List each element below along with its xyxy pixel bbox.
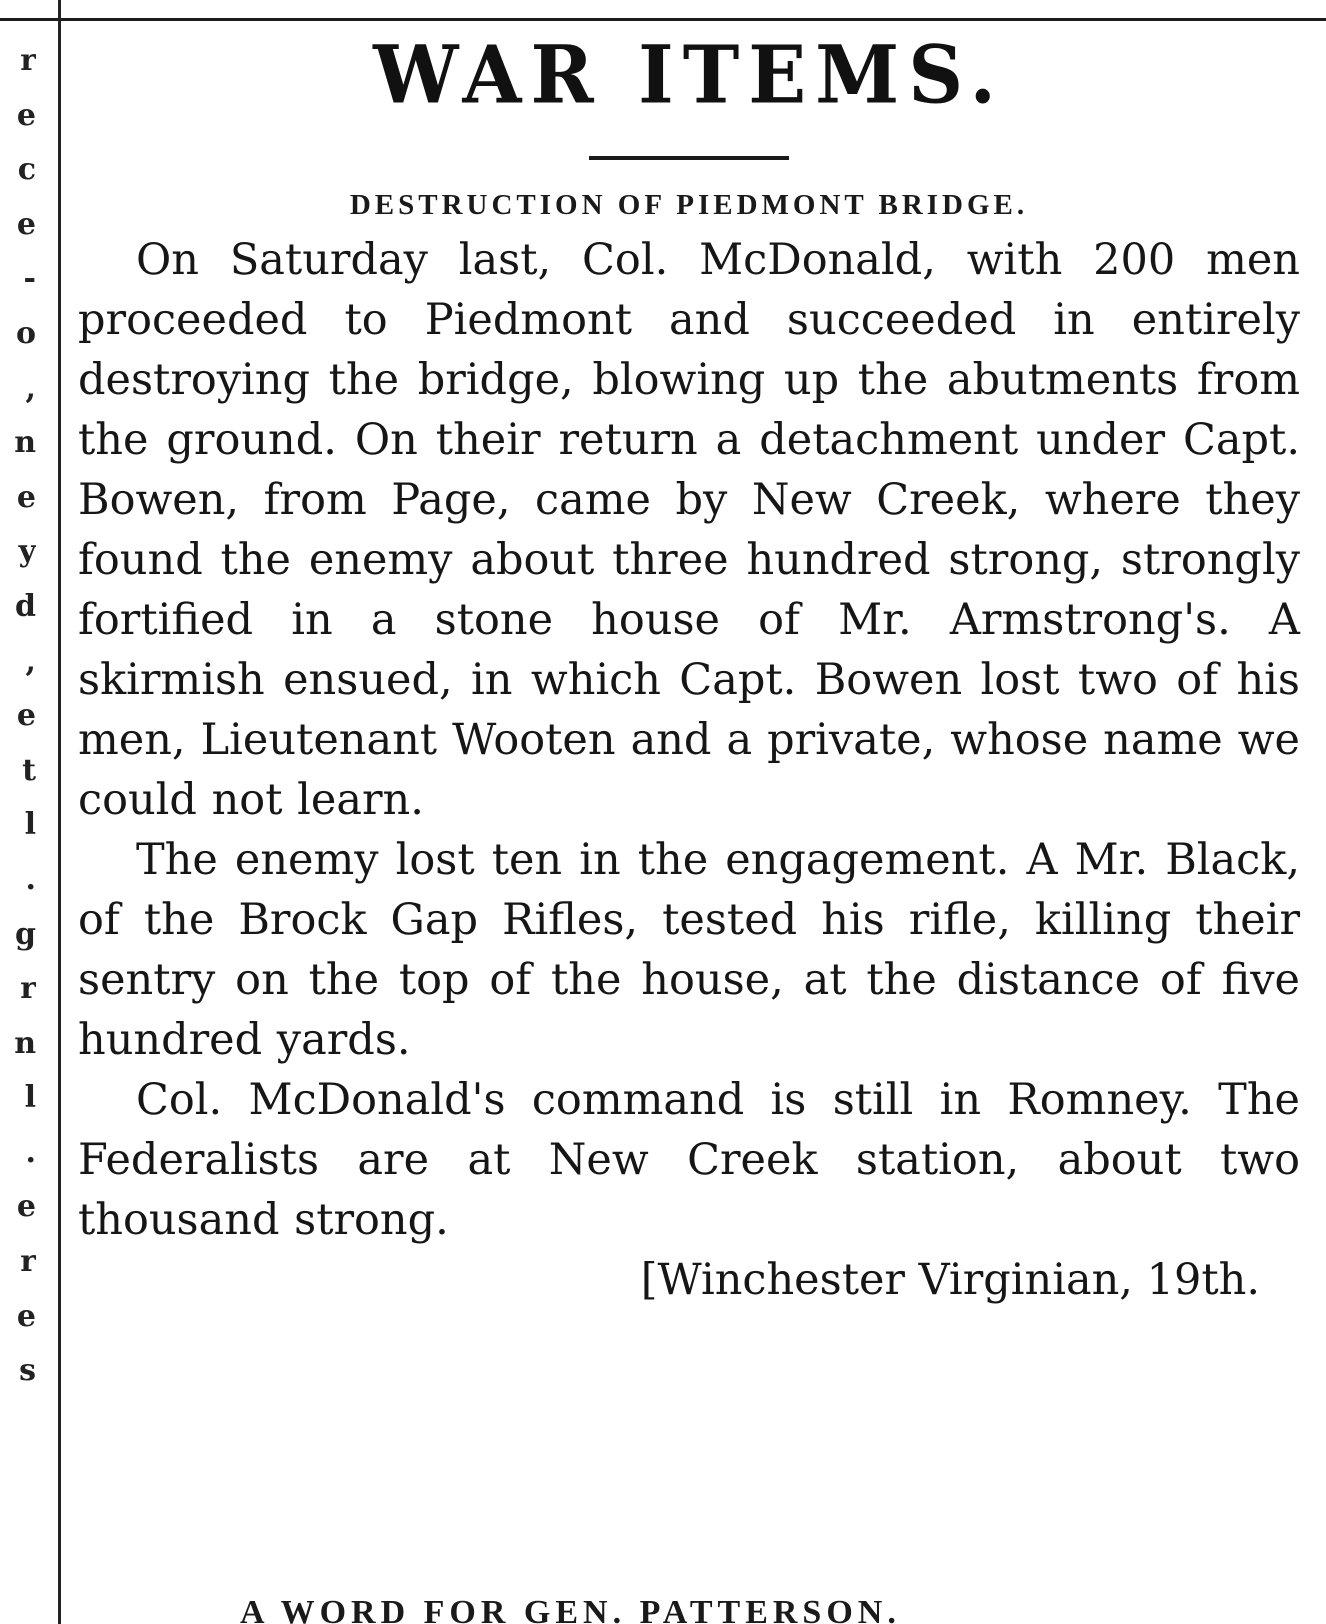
fragment: l bbox=[24, 1080, 36, 1116]
fragment: , bbox=[25, 370, 36, 406]
paragraph: The enemy lost ten in the engagement. A Mr. Black, of the Brock Gap Rifles, tested his rifle, killing their sentry on the top of the house, at the distance of five hundred yards. bbox=[78, 835, 1300, 1065]
article-subhead: DESTRUCTION OF PIEDMONT BRIDGE. bbox=[349, 189, 1029, 221]
fragment: r bbox=[20, 43, 36, 78]
fragment: e bbox=[16, 698, 36, 734]
fragment: s bbox=[19, 1353, 36, 1389]
headline-rule bbox=[589, 156, 789, 160]
fragment: e bbox=[16, 479, 36, 515]
fragment: g bbox=[15, 916, 36, 952]
fragment: n bbox=[14, 425, 36, 461]
article-headline: WAR ITEMS. bbox=[373, 27, 1005, 122]
fragment: n bbox=[14, 1025, 36, 1061]
source-credit: [Winchester Virginian, 19th. bbox=[640, 1255, 1260, 1305]
fragment: o bbox=[15, 315, 36, 351]
fragment: e bbox=[16, 206, 36, 242]
fragment: d bbox=[15, 588, 36, 624]
fragment: r bbox=[20, 1244, 36, 1280]
fragment: e bbox=[16, 1298, 36, 1334]
next-article-headline: A WORD FOR GEN. PATTERSON. bbox=[240, 1594, 901, 1624]
fragment: e bbox=[16, 97, 36, 133]
fragment: - bbox=[23, 261, 36, 297]
column-divider bbox=[58, 0, 61, 1624]
fragment: e bbox=[16, 1189, 36, 1225]
paragraph: On Saturday last, Col. McDonald, with 200 men proceeded to Piedmont and succeeded in entirely destroying the bridge, blowing up the abutments from the ground. On their return a detachment under Capt. Bowen, from Page, came by New Creek, where they found the enemy about three hundred strong, strongly fortified in a stone house of Mr. Armstrong's. A skirmish ensued, in which Capt. Bowen lost two of his men, Lieutenant Wooten and a private, whose name we could not learn. bbox=[78, 235, 1300, 825]
top-rule bbox=[0, 18, 1326, 21]
fragment: t bbox=[22, 752, 36, 788]
article-war-items bbox=[78, 27, 1300, 1310]
fragment: . bbox=[25, 861, 36, 897]
fragment: r bbox=[20, 971, 36, 1007]
fragment: l bbox=[24, 807, 36, 843]
fragment: . bbox=[25, 1134, 36, 1170]
fragment: c bbox=[17, 152, 36, 188]
fragment: , bbox=[25, 643, 36, 679]
paragraph: Col. McDonald's command is still in Romney. The Federalists are at New Creek station, about two thousand strong. bbox=[78, 1075, 1300, 1245]
fragment: y bbox=[18, 534, 36, 570]
adjacent-column-fragments bbox=[0, 34, 36, 1399]
article-body bbox=[78, 230, 1300, 1250]
